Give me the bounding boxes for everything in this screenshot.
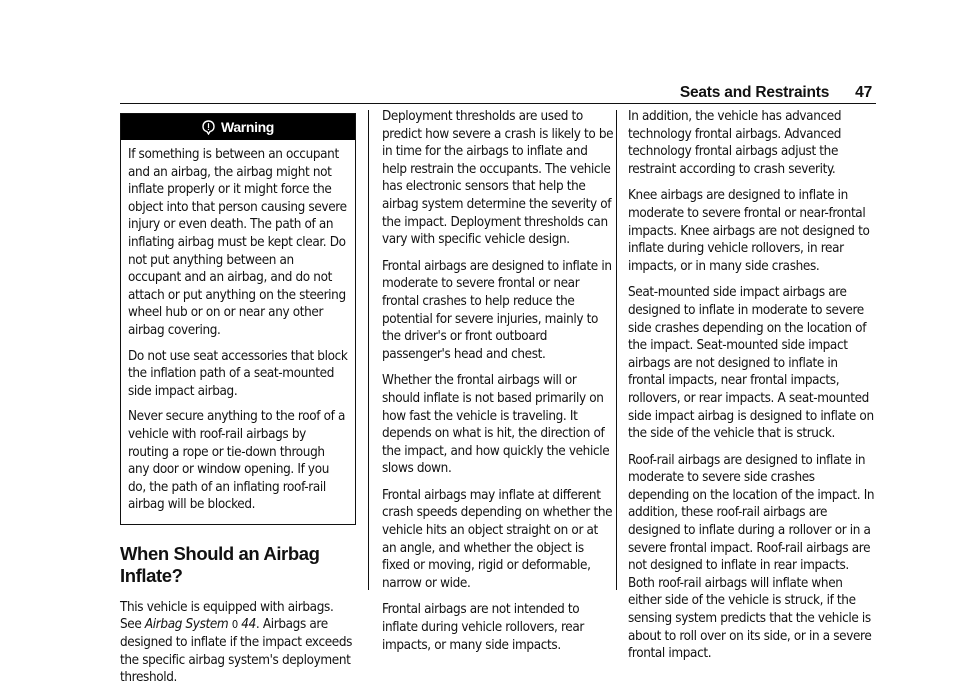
warning-label: Warning [220,119,275,135]
body-paragraph: Frontal airbags may inflate at different crash speeds depending on whether the vehicle hits an object straight on or at an angle, and whether the object is fixed or moving, rigid or deformable, narrow or wide. [382,487,613,591]
warning-paragraph: If something is between an occupant and an airbag, the airbag might not inflate properly or it might force the object into that person causing severe injury or even death. The path of an inflating airbag must be kept clear. Do not put anything between an occupant and an airbag, and do not attach or put anything on the steering wheel hub or on or near any other airbag covering. [128,147,347,338]
body-paragraph: Frontal airbags are designed to inflate in moderate to severe frontal or near frontal crashes to help reduce the potential for severe injuries, mainly to the driver's or front outboard passenger's head and chest. [382,258,612,362]
column-divider [368,110,369,590]
header-rule [120,103,876,104]
body-paragraph: Roof-rail airbags are designed to inflate in moderate to severe side crashes depending on the location of the impact. In addition, these roof-rail airbags are designed to inflate during a rollover or in a severe frontal impact. Roof-rail airbags are not designed to inflate in rear impacts. Both roof-rail airbags will inflate when either side of the vehicle is struck, if the sensing system predicts that the vehicle is about to roll over on its side, or in a severe frontal impact. [628,452,875,662]
body-paragraph: Deployment thresholds are used to predict how severe a crash is likely to be in time for the airbags to inflate and help restrain the occupants. The vehicle has electronic sensors that help the airbag system determine the severity of the impact. Deployment thresholds can vary with specific vehicle design. [382,109,614,248]
warning-header [121,114,355,140]
column-2 [382,108,614,663]
warning-box [120,113,356,525]
warning-paragraph: Never secure anything to the roof of a vehicle with roof-rail airbags by routing a rope or tie-down through any door or window opening. If you do, the path of an inflating roof-rail airbag will be blocked. [128,409,346,513]
page-number: 47 [855,84,872,101]
body-paragraph: Whether the frontal airbags will or should inflate is not based primarily on how fast the vehicle is traveling. It depends on what is hit, the direction of the impact, and how quickly the vehicle slows down. [382,373,610,477]
column-divider [616,110,617,590]
warning-icon [202,120,215,135]
cross-reference-link[interactable]: Airbag System 0 44 [144,617,256,633]
body-paragraph: Knee airbags are designed to inflate in moderate to severe frontal or near-frontal impacts. Knee airbags are not designed to inflate during vehicle rollovers, in rear impacts, or in many side crashes. [628,188,870,274]
section-title: Seats and Restraints [679,84,830,101]
page-reference-icon: 0 [231,618,238,632]
column-3 [628,108,878,672]
section-heading: When Should an Airbag Inflate? [120,542,320,586]
page-header [680,84,872,102]
warning-body [121,140,355,524]
body-paragraph: Seat-mounted side impact airbags are designed to inflate in moderate to severe side crashes depending on the location of the impact. Seat-mounted side impact airbags are not designed to inflate in frontal impacts, near frontal impacts, rollovers, or rear impacts. A seat-mounted side impact airbag is designed to inflate on the side of the vehicle that is struck. [628,285,874,442]
section-intro: This vehicle is equipped with airbags. See Airbag System 0 44. Airbags are designed to inflate if the impact exceeds the specific airbag system's deployment threshold. [120,599,353,686]
body-paragraph: In addition, the vehicle has advanced technology frontal airbags. Advanced technology frontal airbags adjust the restraint according to crash severity. [628,109,842,177]
column-1 [120,113,356,696]
warning-paragraph: Do not use seat accessories that block the inflation path of a seat-mounted side impact airbag. [128,348,348,399]
body-paragraph: Frontal airbags are not intended to inflate during vehicle rollovers, rear impacts, or many side impacts. [382,602,584,653]
